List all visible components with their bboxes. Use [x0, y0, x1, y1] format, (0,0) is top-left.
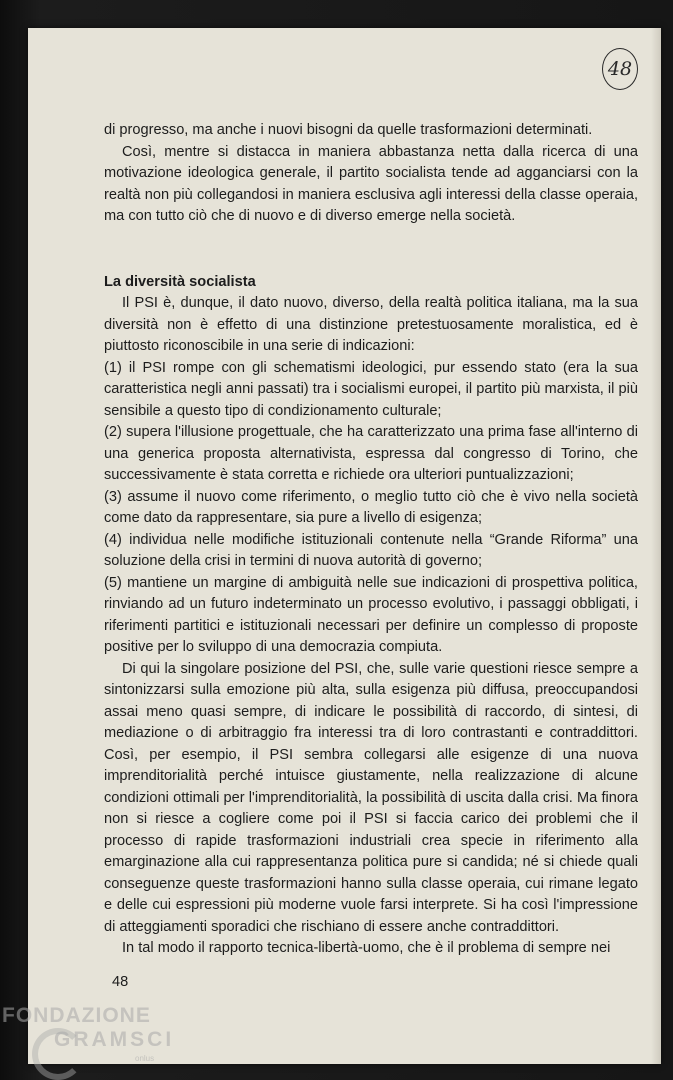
paragraph-final: In tal modo il rapporto tecnica-libertà-uomo, che è il problema di sempre nei [122, 940, 611, 956]
page-edge-shadow [651, 28, 661, 1064]
list-item-5: (5) mantiene un margine di ambiguità nelle sue indicazioni di prospettiva politica, rinviando ad un futuro indeterminato un processo evolutivo, i passaggi obbligati, i riferimenti partitici e istituzionali necessari per definire un complesso di proposte positive per lo sviluppo di una democrazia compiuta. [104, 574, 638, 655]
body-text [104, 120, 638, 960]
document-page [28, 28, 661, 1064]
paragraph-intro: Così, mentre si distacca in maniera abbastanza netta dalla ricerca di una motivazione ideologica generale, il partito socialista tende ad agganciarsi con la realtà non più collegandosi in maniera esclusiva agli interessi della classe operaia, ma con tutto ciò che di nuovo e di diverso emerge nella società. [104, 143, 638, 224]
fondazione-gramsci-watermark [2, 1004, 182, 1080]
paragraph-psi-position: Di qui la singolare posizione del PSI, che, sulle varie questioni riesce sempre a sintonizzarsi sulla emozione più alta, sulla esigenza più diffusa, preoccupandosi assai meno quasi sempre, di indicare le possibilità di raccordo, di sintesi, di mediazione o di arbitraggio fra interessi tra di loro contrastanti e contraddittori. Così, per esempio, il PSI sembra collegarsi alle esigenze di una nuova imprenditorialità perché intuisce giustamente, nella realizzazione di alcune condizioni ottimali per l'imprenditorialità, la possibilità di uscita dalla crisi. Ma finora non si riesce a cogliere come poi il PSI si faccia carico dei problemi che il processo di rapide trasformazioni industriali crea specie in riferimento alla emarginazione alla cui rappresentanza politica pure si candida; né si chiede quali conseguenze queste trasformazioni hanno sulla classe operaia, cui rimane legato e delle cui espressioni più moderne vuole farsi interprete. Si ha così l'impressione di atteggiamenti sporadici che rischiano di essere anche contraddittori. [104, 660, 638, 935]
page-folio: 48 [112, 974, 129, 990]
paragraph-lead: Il PSI è, dunque, il dato nuovo, diverso, della realtà politica italiana, ma la sua diversità non è effetto di una distinzione pretestuosamente moralistica, ed è piuttosto riconoscibile in una serie di indicazioni: [104, 295, 638, 354]
watermark-line1: FONDAZIONE [2, 1004, 151, 1027]
handwritten-page-number: 48 [602, 48, 638, 90]
list-item-2: (2) supera l'illusione progettuale, che ha caratterizzato una prima fase all'interno di una generica proposta alternativista, espressa dal congresso di Torino, che successivamente è stata corretta e richiede ora ulteriori puntualizzazioni; [104, 424, 638, 483]
list-item-4: (4) individua nelle modifiche istituzionali contenute nella “Grande Riforma” una soluzione della crisi in termini di nuova autorità di governo; [104, 531, 638, 569]
watermark-line3: onlus [135, 1054, 155, 1063]
list-item-3: (3) assume il nuovo come riferimento, o meglio tutto ciò che è vivo nella società come dato da rappresentare, sia pure a livello di esigenza; [104, 488, 638, 526]
section-heading: La diversità socialista [104, 273, 256, 290]
list-item-1: (1) il PSI rompe con gli schematismi ideologici, pur essendo stato (era la sua caratteristica negli anni passati) tra i socialismi europei, il partito più marxista, il più sensibile a questo tipo di condizionamento culturale; [104, 359, 638, 419]
watermark-line2: GRAMSCI [54, 1028, 175, 1051]
paragraph-intro-continuation: di progresso, ma anche i nuovi bisogni da quelle trasformazioni determinati. [104, 122, 593, 138]
